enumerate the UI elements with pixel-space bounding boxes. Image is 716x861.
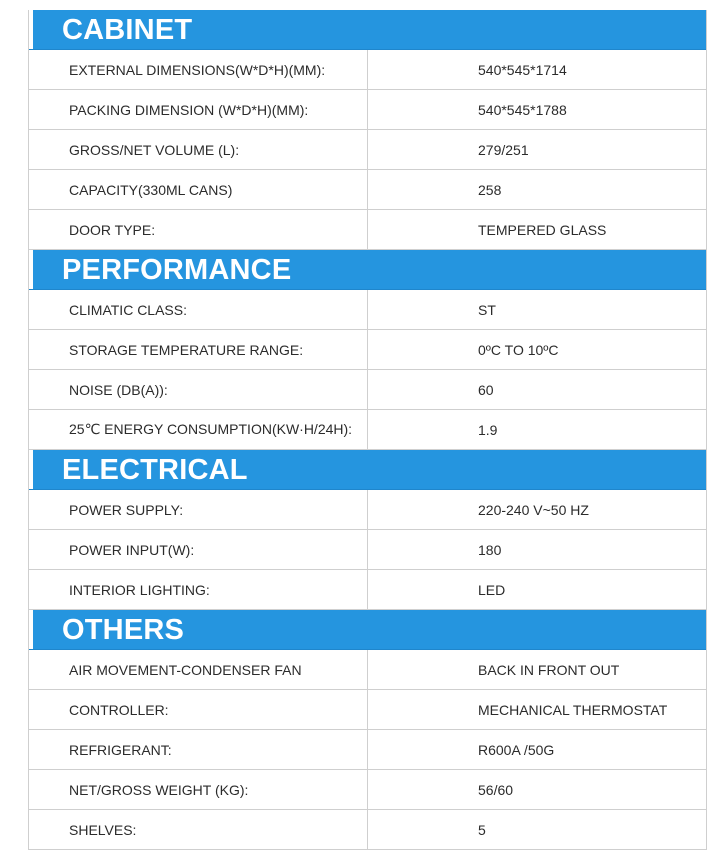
row-label: SHELVES: xyxy=(29,810,368,849)
row-value: 279/251 xyxy=(478,141,529,158)
table-row xyxy=(29,330,706,370)
spec-table xyxy=(28,10,707,850)
table-row xyxy=(29,210,706,250)
section-header-performance xyxy=(29,250,706,290)
section-title: OTHERS xyxy=(62,614,185,646)
table-row xyxy=(29,370,706,410)
row-value: 540*545*1788 xyxy=(478,101,567,118)
section-header-cabinet xyxy=(29,10,706,50)
section-title: CABINET xyxy=(62,14,193,46)
row-label: NET/GROSS WEIGHT (KG): xyxy=(29,770,368,809)
table-row xyxy=(29,170,706,210)
row-label: GROSS/NET VOLUME (L): xyxy=(29,130,368,169)
table-row xyxy=(29,490,706,530)
section-header-electrical xyxy=(29,450,706,490)
row-label: EXTERNAL DIMENSIONS(W*D*H)(MM): xyxy=(29,50,368,89)
table-row xyxy=(29,770,706,810)
row-value: MECHANICAL THERMOSTAT xyxy=(478,701,668,718)
row-label: DOOR TYPE: xyxy=(29,210,368,249)
header-accent-bar xyxy=(29,250,33,289)
row-value: 220-240 V~50 HZ xyxy=(478,501,589,518)
table-row xyxy=(29,90,706,130)
header-accent-bar xyxy=(29,610,33,649)
row-label: AIR MOVEMENT-CONDENSER FAN xyxy=(29,650,368,689)
table-row xyxy=(29,410,706,450)
row-value: 60 xyxy=(478,381,494,398)
table-row xyxy=(29,730,706,770)
row-label: CONTROLLER: xyxy=(29,690,368,729)
row-value: 258 xyxy=(478,181,502,198)
row-label: POWER SUPPLY: xyxy=(29,490,368,529)
row-label: POWER INPUT(W): xyxy=(29,530,368,569)
section-title: ELECTRICAL xyxy=(62,454,248,486)
table-row xyxy=(29,650,706,690)
section-header-others xyxy=(29,610,706,650)
row-value: 0ºC TO 10ºC xyxy=(478,341,559,358)
row-label: NOISE (DB(A)): xyxy=(29,370,368,409)
row-value: 5 xyxy=(478,821,486,838)
row-value: 540*545*1714 xyxy=(478,61,567,78)
row-value: R600A /50G xyxy=(478,741,555,758)
table-row xyxy=(29,290,706,330)
row-value: 180 xyxy=(478,541,502,558)
header-accent-bar xyxy=(29,10,33,49)
row-value: LED xyxy=(478,581,506,598)
table-row xyxy=(29,130,706,170)
section-title: PERFORMANCE xyxy=(62,254,292,286)
row-label: REFRIGERANT: xyxy=(29,730,368,769)
row-label: PACKING DIMENSION (W*D*H)(MM): xyxy=(29,90,368,129)
table-row xyxy=(29,810,706,850)
table-row xyxy=(29,50,706,90)
row-value: 1.9 xyxy=(478,421,498,438)
row-value: TEMPERED GLASS xyxy=(478,221,607,238)
header-accent-bar xyxy=(29,450,33,489)
table-row xyxy=(29,570,706,610)
row-label: CLIMATIC CLASS: xyxy=(29,290,368,329)
table-row xyxy=(29,530,706,570)
row-value: BACK IN FRONT OUT xyxy=(478,661,620,678)
table-row xyxy=(29,690,706,730)
row-value: ST xyxy=(478,301,496,318)
row-label: 25℃ ENERGY CONSUMPTION(KW·H/24H): xyxy=(29,410,368,449)
row-value: 56/60 xyxy=(478,781,514,798)
row-label: INTERIOR LIGHTING: xyxy=(29,570,368,609)
row-label: CAPACITY(330ML CANS) xyxy=(29,170,368,209)
row-label: STORAGE TEMPERATURE RANGE: xyxy=(29,330,368,369)
